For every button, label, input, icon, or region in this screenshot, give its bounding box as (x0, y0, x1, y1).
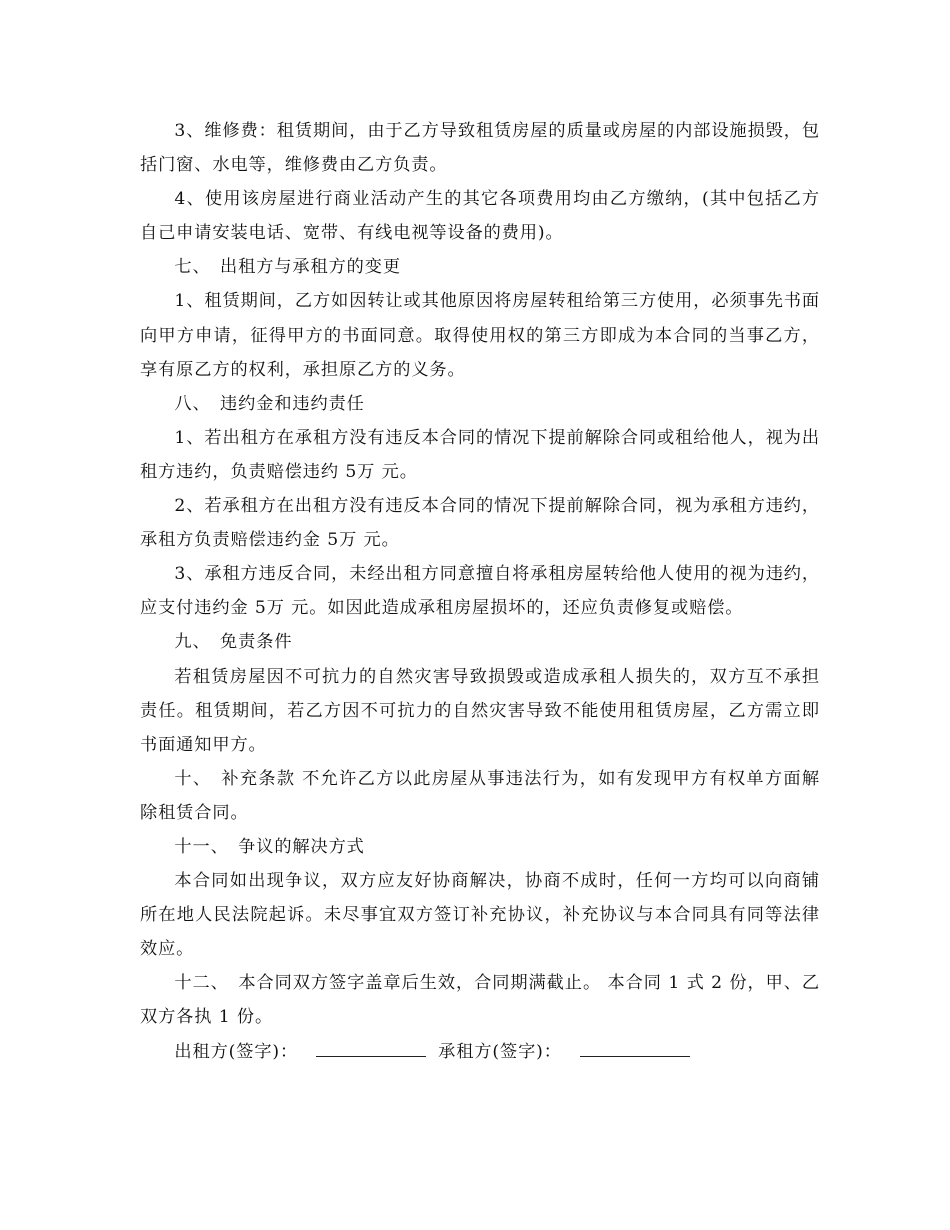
section-heading-dispute-resolution: 十一、 争议的解决方式 (174, 836, 365, 857)
lessor-signature-blank (316, 1042, 426, 1057)
signature-line (140, 1035, 820, 1069)
paragraph-unauthorized-transfer: 3、承租方违反合同，未经出租方同意擅自将承租房屋转给他人使用的视为违约，应支付违约金 5万 元。如因此造成承租房屋损坏的，还应负责修复或赔偿。 (140, 564, 820, 619)
section-heading-penalty: 八、 违约金和违约责任 (174, 393, 365, 414)
contract-body (140, 114, 820, 1069)
paragraph-sublease: 1、租赁期间，乙方如因转让或其他原因将房屋转租给第三方使用，必须事先书面向甲方申请，征得甲方的书面同意。取得使用权的第三方即成为本合同的当事乙方，享有原乙方的权利，承担原乙方的义务。 (140, 291, 820, 380)
lessor-signature-label: 出租方(签字)： (174, 1041, 299, 1062)
paragraph-dispute-resolution: 本合同如出现争议，双方应友好协商解决，协商不成时，任何一方均可以向商铺所在地人民法院起诉。未尽事宜双方签订补充协议，补充协议与本合同具有同等法律效应。 (140, 871, 820, 960)
paragraph-repair-fee: 3、维修费：租赁期间，由于乙方导致租赁房屋的质量或房屋的内部设施损毁，包括门窗、水电等，维修费由乙方负责。 (140, 121, 820, 176)
section-heading-exemption: 九、 免责条件 (174, 632, 293, 653)
section-heading-change-of-parties: 七、 出租方与承租方的变更 (174, 257, 401, 278)
paragraph-supplementary-terms: 十、 补充条款 不允许乙方以此房屋从事违法行为，如有发现甲方有权单方面解除租赁合同。 (140, 768, 820, 823)
paragraph-other-fees: 4、使用该房屋进行商业活动产生的其它各项费用均由乙方缴纳，(其中包括乙方自己申请安装电话、宽带、有线电视等设备的费用)。 (140, 189, 820, 244)
lessee-signature-label: 承租方(签字)： (438, 1041, 562, 1062)
paragraph-effectiveness: 十二、 本合同双方签字盖章后生效，合同期满截止。 本合同 1 式 2 份，甲、乙双方各执 1 份。 (140, 973, 820, 1028)
paragraph-force-majeure: 若租赁房屋因不可抗力的自然灾害导致损毁或造成承租人损失的，双方互不承担责任。租赁期间，若乙方因不可抗力的自然灾害导致不能使用租赁房屋，乙方需立即书面通知甲方。 (140, 666, 820, 755)
paragraph-lessor-breach: 1、若出租方在承租方没有违反本合同的情况下提前解除合同或租给他人，视为出租方违约，负责赔偿违约 5万 元。 (140, 427, 820, 482)
lessee-signature-blank (580, 1042, 690, 1057)
paragraph-lessee-breach: 2、若承租方在出租方没有违反本合同的情况下提前解除合同，视为承租方违约，承租方负责赔偿违约金 5万 元。 (140, 496, 820, 551)
